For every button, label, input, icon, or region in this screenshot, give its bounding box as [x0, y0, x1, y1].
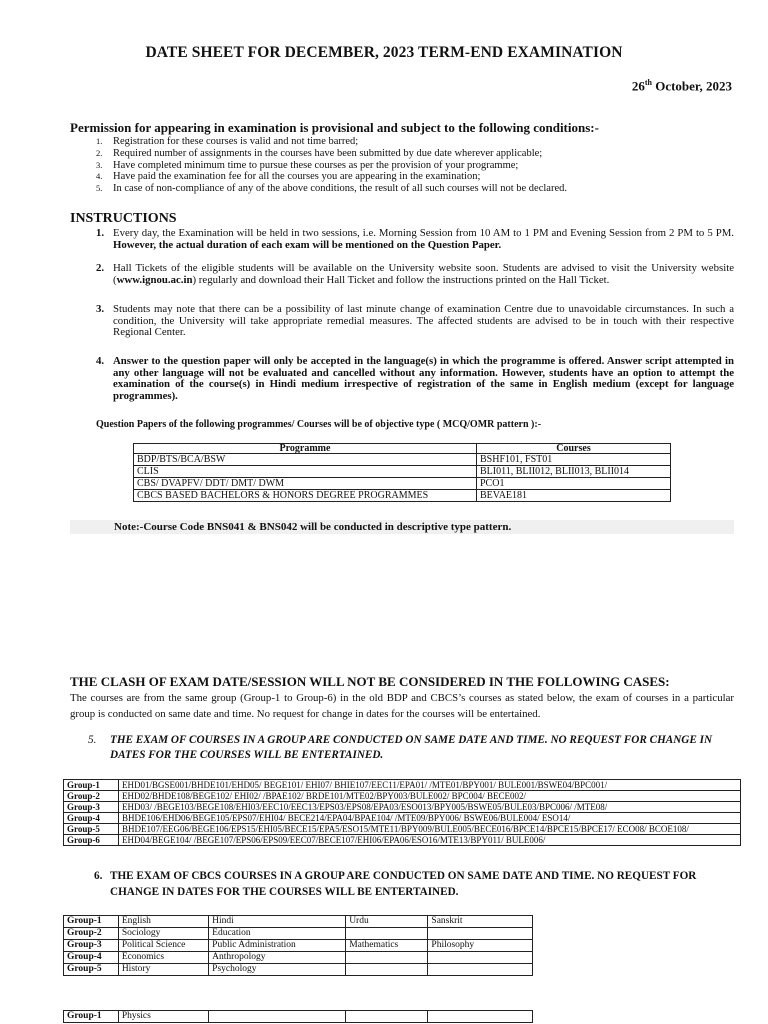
page-title: DATE SHEET FOR DECEMBER, 2023 TERM-END EXAMINATION: [145, 44, 623, 61]
bdp-group-table: [63, 779, 741, 846]
column-header: Courses: [477, 444, 671, 454]
condition-item: 4. Have paid the examination fee for all the courses you are appearing in the examination;: [96, 171, 481, 183]
condition-item: 5. In case of non-compliance of any of the above conditions, the result of all such courses will not be declared.: [96, 183, 567, 195]
table-row: Group-1 English Hindi Urdu Sanskrit: [64, 916, 533, 928]
objective-type-note: Question Papers of the following programmes/ Courses will be of objective type ( MCQ/OMR pattern ):-: [96, 419, 542, 430]
table-row: Group-5 History Psychology: [64, 964, 533, 976]
instruction-item-1: 1. Every day, the Examination will be held in two sessions, i.e. Morning Session from 10 AM to 1 PM and Evening Session from 2 PM to 5 PM. However, the actual duration of each exam will be mentioned on the Question Paper.: [96, 227, 734, 251]
point-5: 5. THE EXAM OF COURSES IN A GROUP ARE CONDUCTED ON SAME DATE AND TIME. NO REQUEST FOR CHANGE IN DATES FOR THE COURSES WILL BE ENTERTAINED.: [88, 734, 713, 761]
instructions-heading: INSTRUCTIONS: [70, 211, 177, 226]
condition-item: 2. Required number of assignments in the courses have been submitted by due date wherever applicable;: [96, 147, 543, 159]
instruction-item-4: 4. Answer to the question paper will only be accepted in the language(s) in which the programme is offered. Answer script attempted in any other language will not be evaluated and cancelled without any information. However, students have an option to attempt the examination of the course(s) in Hindi medium irrespective of registration of the same in English medium (except for language programmes).: [96, 355, 734, 402]
table-row: Group-4 Economics Anthropology: [64, 952, 533, 964]
table-row: Group-5 BHDE107/EEG06/BEGE106/EPS15/EHI05/BECE15/EPA5/ESO15/MTE11/BPY009/BULE005/BECE016/BPCE14/BPCE15/BPCE17/ ECO08/ BCOE108/: [64, 824, 741, 835]
table-row: Group-2 Sociology Education: [64, 928, 533, 940]
clash-paragraph: The courses are from the same group (Group-1 to Group-6) in the old BDP and CBCS’s courses as stated below, the exam of courses in a particular group is conducted on same date and time. No request for change in dates for the courses will be entertained.: [70, 692, 734, 720]
condition-item: 1. Registration for these courses is valid and not time barred;: [96, 136, 359, 147]
table-row: CBCS BASED BACHELORS & HONORS DEGREE PROGRAMMES BEVAE181: [134, 490, 671, 502]
point-6: 6. THE EXAM OF CBCS COURSES IN A GROUP ARE CONDUCTED ON SAME DATE AND TIME. NO REQUEST FOR CHANGE IN DATES FOR THE COURSES WILL BE ENTERTAINED.: [94, 870, 697, 898]
table-row: BDP/BTS/BCA/BSW BSHF101, FST01: [134, 454, 671, 466]
table-row: Group-6 EHD04/BEGE104/ /BEGE107/EPS06/EPS09/EEC07/BECE107/EHI06/EPA06/ESO16/MTE13/BPY011/ BULE006/: [64, 835, 741, 846]
issue-date: 26th October, 2023: [631, 78, 732, 94]
conditions-list: [96, 136, 736, 195]
table-row: Group-1 Physics: [64, 1011, 533, 1023]
objective-programme-table: [133, 443, 671, 502]
cbcs-group-table: [63, 915, 533, 976]
clash-heading: THE CLASH OF EXAM DATE/SESSION WILL NOT BE CONSIDERED IN THE FOLLOWING CASES:: [70, 674, 670, 689]
table-row: Group-2 EHD02/BHDE108/BEGE102/ EHI02/ /BPAE102/ BRDE101/MTE02/BPY003/BULE002/ BPC004/ BECE002/: [64, 791, 741, 802]
table-row: CLIS BLI011, BLII012, BLII013, BLII014: [134, 466, 671, 478]
cbcs-science-group-table: [63, 1010, 533, 1023]
instruction-item-3: 3. Students may note that there can be a possibility of last minute change of examination Centre due to unavoidable circumstances. In such a condition, the University will take appropriate remedial measures. The affected students are advised to be in touch with their respective Regional Center.: [96, 303, 734, 339]
column-header: Programme: [134, 444, 477, 454]
table-row: CBS/ DVAPFV/ DDT/ DMT/ DWM PCO1: [134, 478, 671, 490]
descriptive-course-note: Note:-Course Code BNS041 & BNS042 will be conducted in descriptive type pattern.: [70, 520, 734, 534]
condition-item: 3. Have completed minimum time to pursue these courses as per the provision of your programme;: [96, 159, 519, 171]
table-row: Group-4 BHDE106/EHD06/BEGE105/EPS07/EHI04/ BECE214/EPA04/BPAE104/ /MTE09/BPY006/ BSWE06/BULE004/ ESO14/: [64, 813, 741, 824]
table-row: Group-3 Political Science Public Administration Mathematics Philosophy: [64, 940, 533, 952]
university-website-link[interactable]: www.ignou.ac.in: [116, 273, 193, 286]
table-row: Group-1 EHD01/BGSE001/BHDE101/EHD05/ BEGE101/ EHI07/ BHIE107/EEC11/EPA01/ /MTE01/BPY001/ BULE001/BSWE04/BPC001/: [64, 780, 741, 791]
instruction-item-2: 2. Hall Tickets of the eligible students will be available on the University website soon. Students are advised to visit the University website (www.ignou.ac.in) regularly and download their Hall Ticket and follow the instructions printed on the Hall Ticket.: [96, 262, 734, 286]
permission-heading: Permission for appearing in examination is provisional and subject to the following conditions:-: [70, 120, 599, 135]
table-row: Group-3 EHD03/ /BEGE103/BEGE108/EHI03/EEC10/EEC13/EPS03/EPS08/EPA03/ESO013/BPY005/BSWE05/BULE03/BPC006/ /MTE08/: [64, 802, 741, 813]
